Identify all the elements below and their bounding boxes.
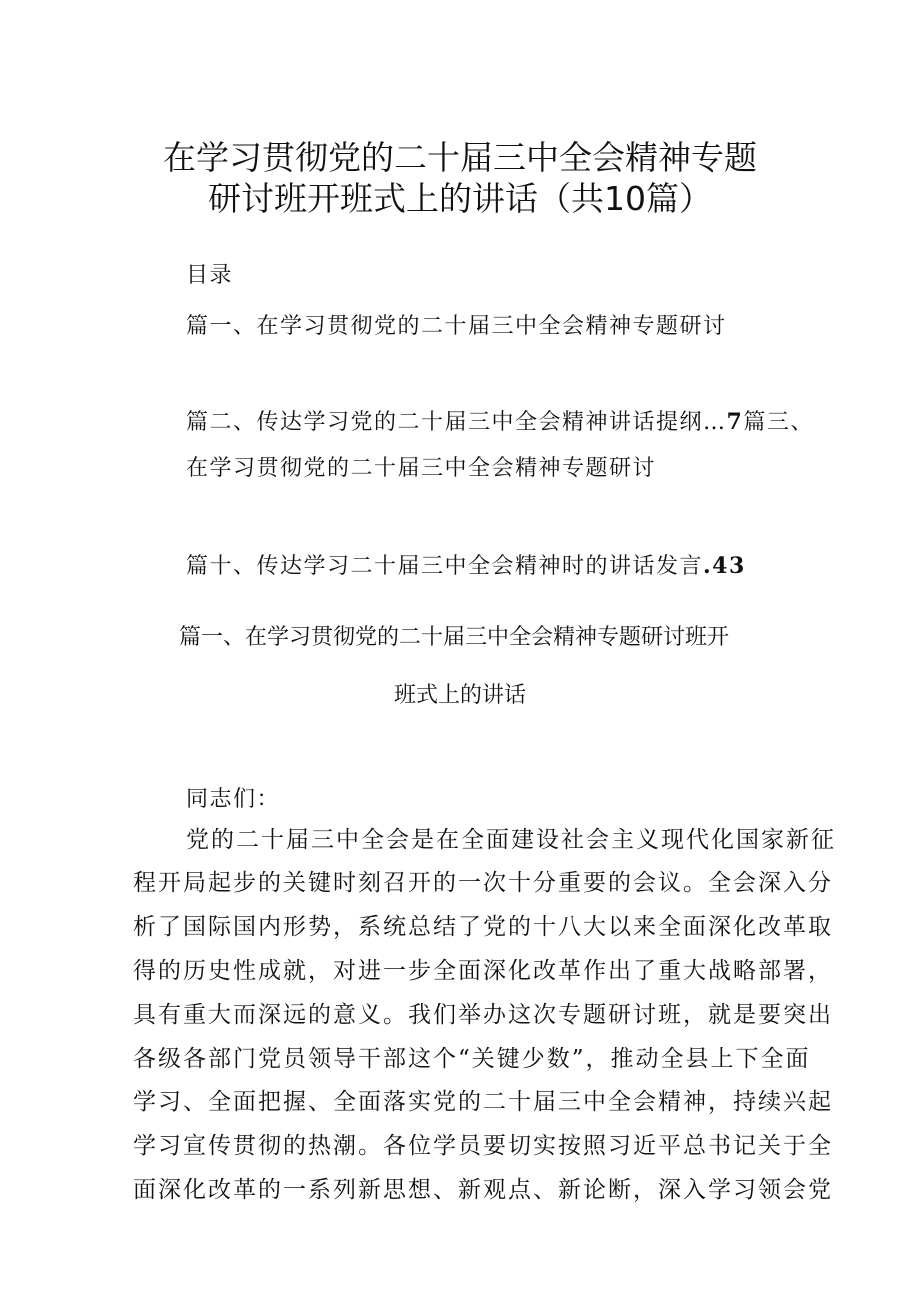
toc-entry-10[interactable]	[186, 549, 746, 580]
toc-entry-10-text: 篇十、传达学习二十届三中全会精神时的讲话发言	[186, 554, 704, 579]
toc-entry-3[interactable]: 在学习贯彻党的二十届三中全会精神专题研讨	[186, 456, 657, 481]
paragraph-line: 程开局起步的关键时刻召开的一次十分重要的会议。全会深入分	[133, 870, 833, 896]
paragraph-line: 析了国际国内形势，系统总结了党的十八大以来全面深化改革取	[133, 914, 833, 940]
paragraph-line: 具有重大而深远的意义。我们举办这次专题研讨班，就是要突出	[133, 1002, 833, 1028]
paragraph-line: 各级各部门党员领导干部这个“关键少数”，推动全县上下全面	[133, 1046, 811, 1072]
toc-entry-2-text: 篇二、传达学习党的二十届三中全会精神讲话提纲…	[186, 410, 727, 435]
paragraph-line: 党的二十届三中全会是在全面建设社会主义现代化国家新征	[186, 827, 836, 853]
paragraph-line: 学习、全面把握、全面落实党的二十届三中全会精神，持续兴起	[133, 1089, 833, 1115]
document-title-line-1: 在学习贯彻党的二十届三中全会精神专题	[163, 138, 757, 177]
greeting: 同志们：	[186, 787, 281, 812]
toc-entry-1[interactable]: 篇一、在学习贯彻党的二十届三中全会精神专题研讨	[186, 314, 727, 339]
toc-entry-10-page: .43	[703, 553, 746, 579]
paragraph-line: 面深化改革的一系列新思想、新观点、新论断，深入学习领会党	[133, 1177, 833, 1203]
paragraph-line: 得的历史性成就，对进一步全面深化改革作出了重大战略部署，	[133, 958, 833, 984]
document-title-line-2: 研讨班开班式上的讲话（共10篇）	[208, 179, 712, 218]
toc-heading: 目录	[186, 263, 234, 288]
section-title-line-1: 篇一、在学习贯彻党的二十届三中全会精神专题研讨班开	[178, 625, 729, 650]
toc-entry-2-page: 7	[726, 409, 744, 435]
paragraph-line: 学习宣传贯彻的热潮。各位学员要切实按照习近平总书记关于全	[133, 1133, 833, 1159]
section-title-line-2: 班式上的讲话	[393, 683, 526, 708]
toc-entry-3-label: 篇三、	[743, 410, 814, 435]
toc-entry-2[interactable]	[186, 405, 814, 436]
